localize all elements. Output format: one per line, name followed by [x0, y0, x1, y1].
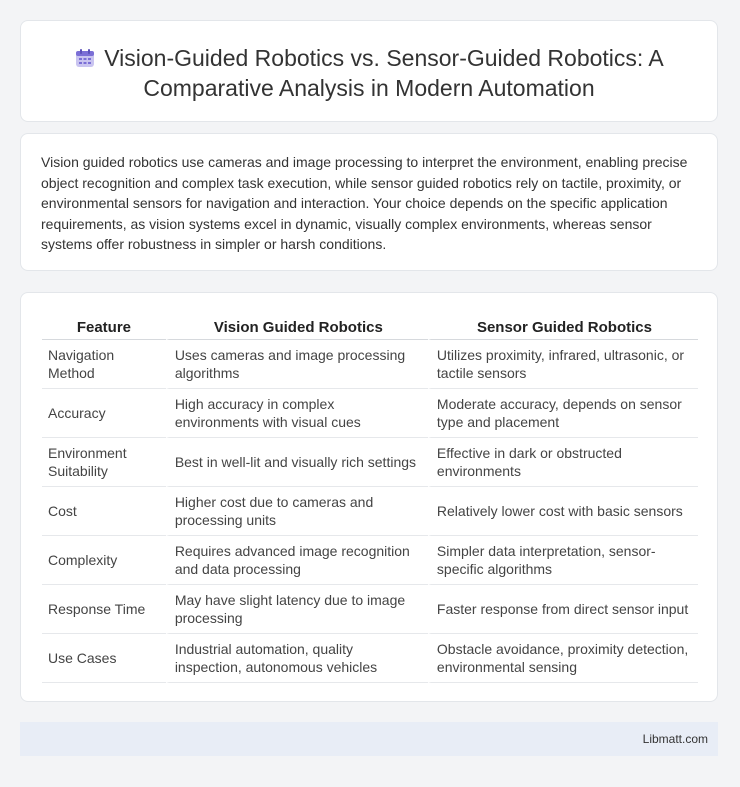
table-row: [42, 585, 698, 634]
comparison-table: [42, 315, 698, 683]
footer-site-link[interactable]: Libmatt.com: [642, 732, 708, 746]
header-sensor: Sensor Guided Robotics: [428, 315, 698, 340]
summary-card: [20, 133, 718, 271]
row-sensor: Obstacle avoidance, proximity detection, environmental sensing: [428, 634, 698, 683]
summary-text: Vision guided robotics use cameras and image processing to interpret the environment, enabling precise object recognition and complex task execution, while sensor guided robotics rely on tactile, proximity, or environmental sensors for navigation and interaction. Your choice depends on the specific application requirements, as vision systems excel in dynamic, visually complex environments, whereas sensor systems offer robustness in simpler or harsh conditions.: [41, 154, 688, 252]
row-vision: Requires advanced image recognition and data processing: [166, 536, 428, 585]
table-row: [42, 340, 698, 389]
footer: [20, 722, 718, 756]
calendar-icon: [74, 47, 96, 69]
row-feature: Navigation Method: [42, 340, 166, 389]
table-row: [42, 634, 698, 683]
row-sensor: Effective in dark or obstructed environments: [428, 438, 698, 487]
table-header-row: [42, 315, 698, 340]
header-feature: Feature: [42, 315, 166, 340]
row-feature: Response Time: [42, 585, 166, 634]
row-sensor: Relatively lower cost with basic sensors: [428, 487, 698, 536]
row-vision: May have slight latency due to image processing: [166, 585, 428, 634]
header-vision: Vision Guided Robotics: [166, 315, 428, 340]
row-sensor: Moderate accuracy, depends on sensor type and placement: [428, 389, 698, 438]
row-sensor: Faster response from direct sensor input: [428, 585, 698, 634]
row-vision: Best in well-lit and visually rich settings: [166, 438, 428, 487]
table-row: [42, 438, 698, 487]
title-card: [20, 20, 718, 122]
row-feature: Environment Suitability: [42, 438, 166, 487]
row-feature: Complexity: [42, 536, 166, 585]
table-row: [42, 536, 698, 585]
page-title: [69, 43, 669, 103]
row-feature: Use Cases: [42, 634, 166, 683]
row-vision: High accuracy in complex environments with visual cues: [166, 389, 428, 438]
row-feature: Accuracy: [42, 389, 166, 438]
row-sensor: Simpler data interpretation, sensor-specific algorithms: [428, 536, 698, 585]
row-feature: Cost: [42, 487, 166, 536]
row-sensor: Utilizes proximity, infrared, ultrasonic, or tactile sensors: [428, 340, 698, 389]
page-title-text: Vision-Guided Robotics vs. Sensor-Guided Robotics: A Comparative Analysis in Modern Automation: [104, 45, 664, 101]
comparison-card: [20, 292, 718, 702]
table-row: [42, 389, 698, 438]
row-vision: Industrial automation, quality inspection, autonomous vehicles: [166, 634, 428, 683]
row-vision: Higher cost due to cameras and processing units: [166, 487, 428, 536]
table-row: [42, 487, 698, 536]
row-vision: Uses cameras and image processing algorithms: [166, 340, 428, 389]
